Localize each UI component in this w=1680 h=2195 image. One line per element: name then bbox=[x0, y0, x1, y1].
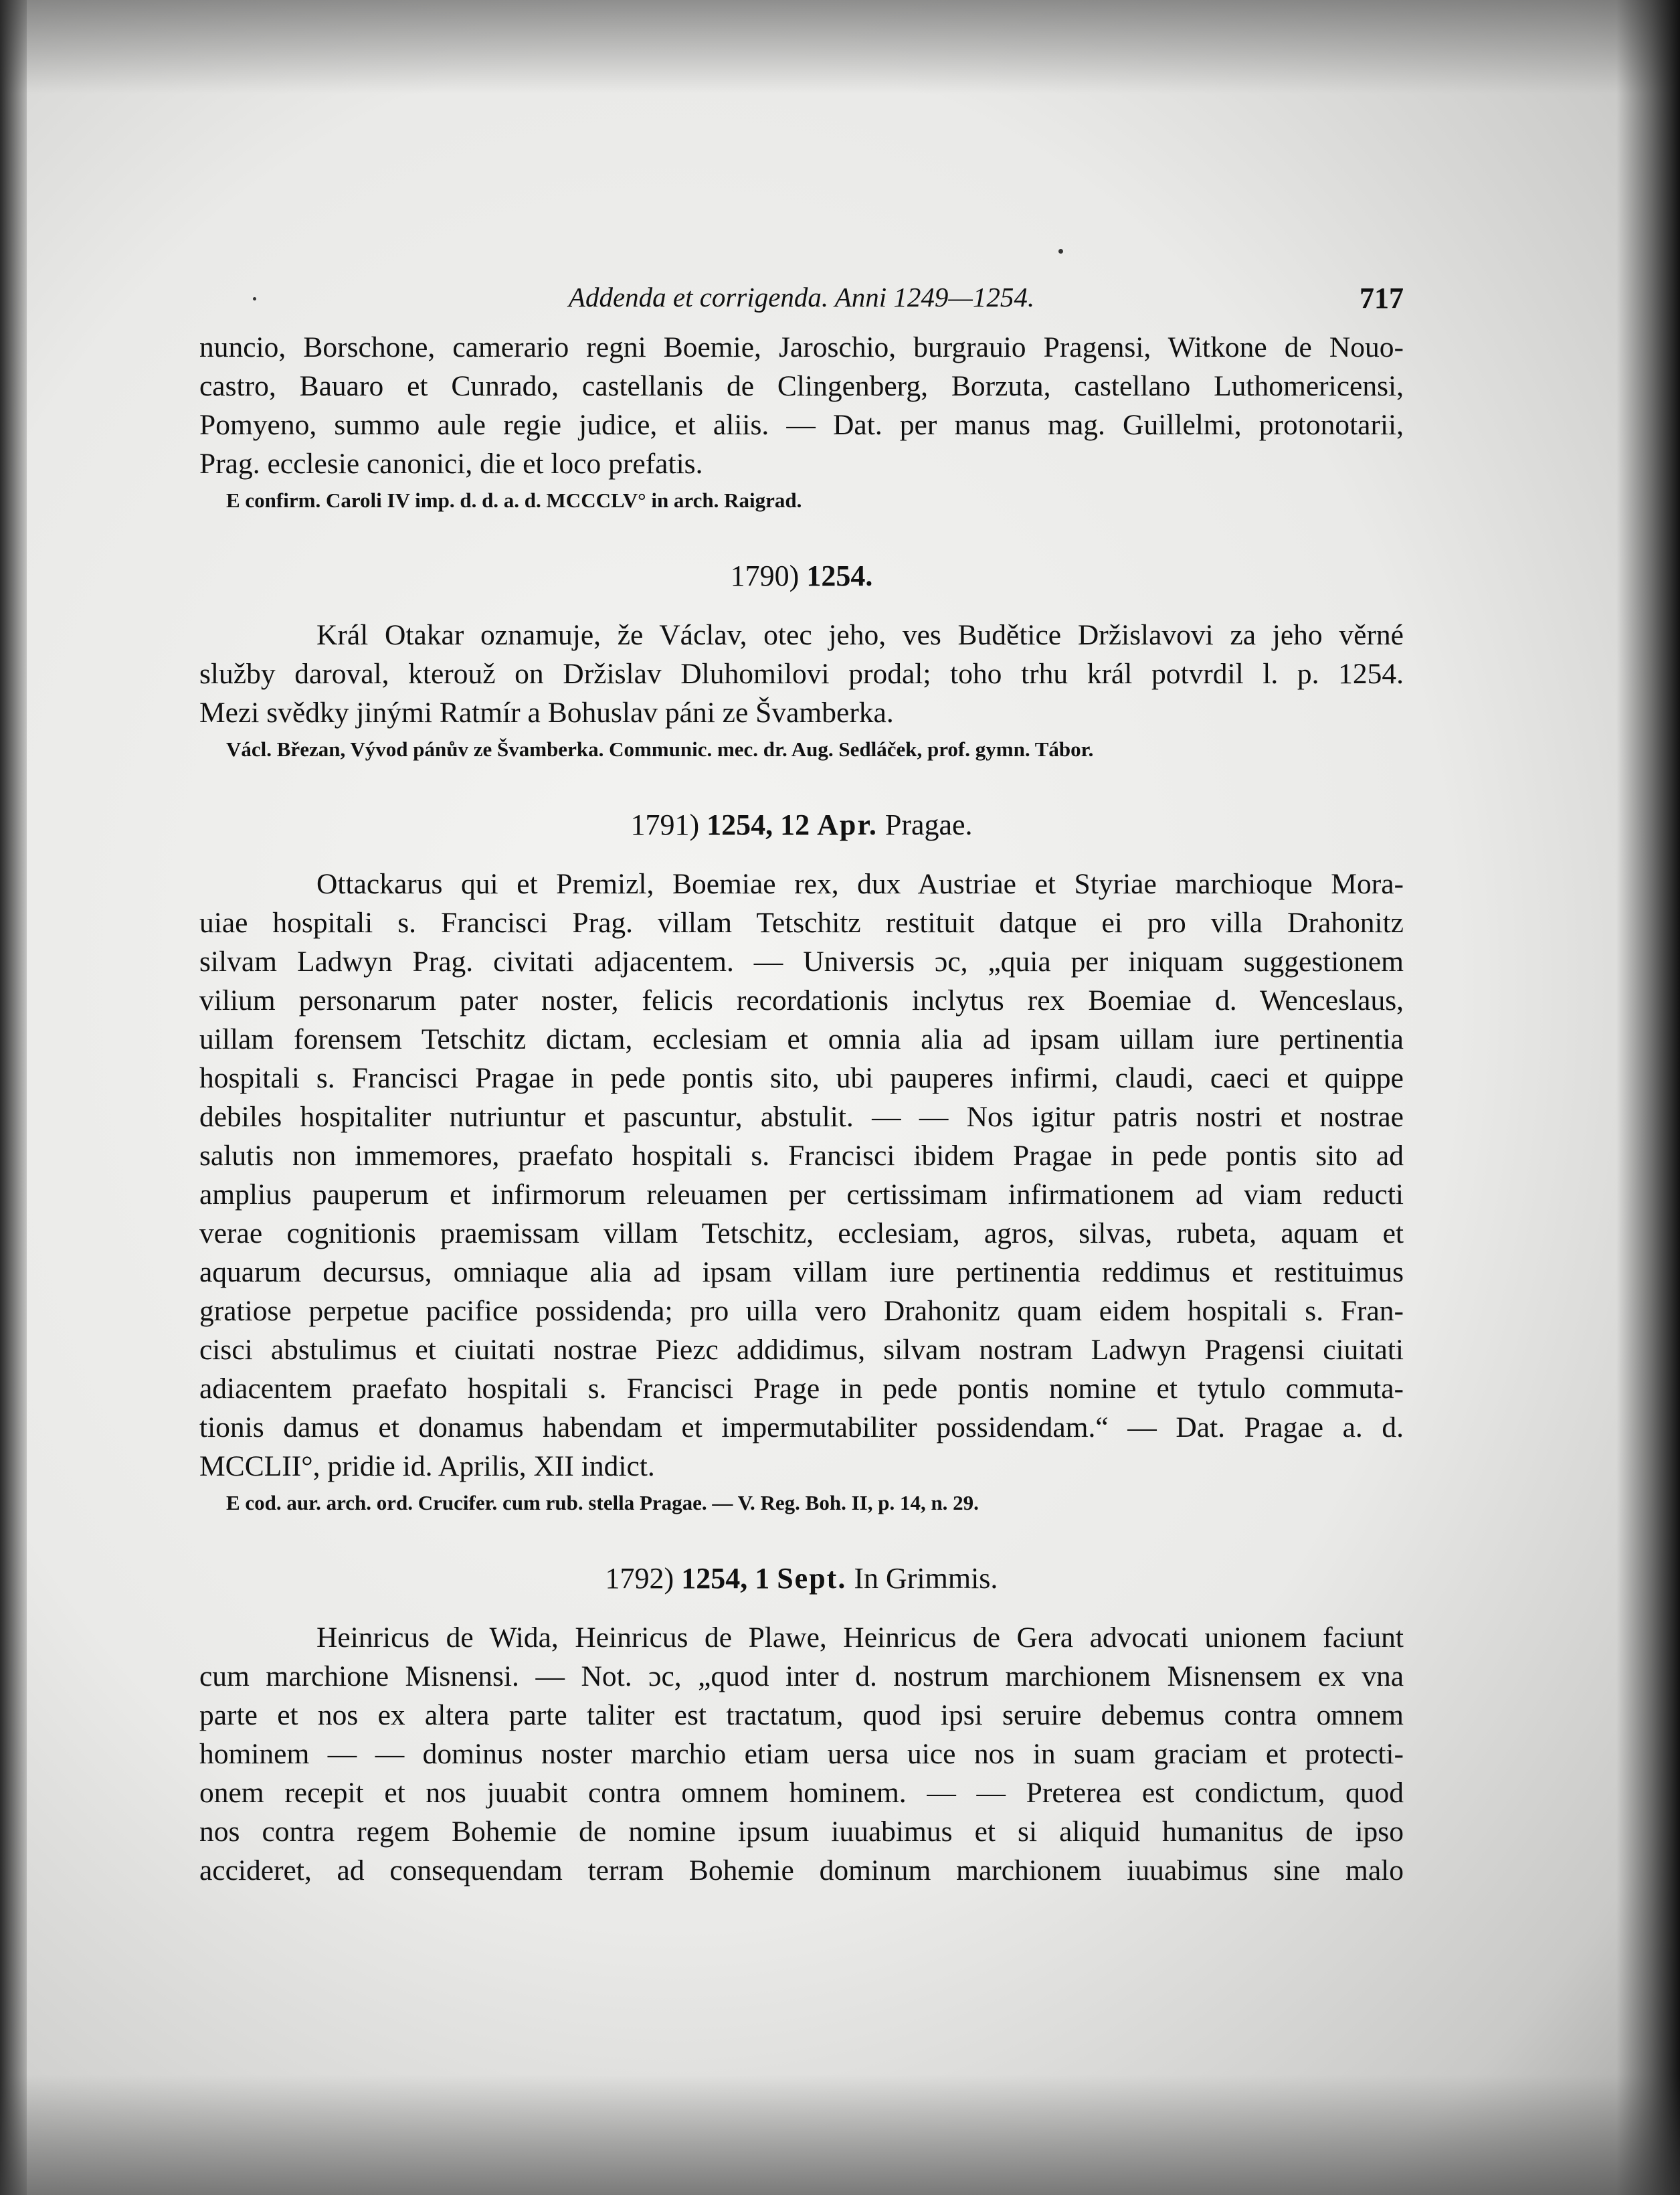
scan-shadow-bottom bbox=[0, 2075, 1680, 2195]
text-line: vilium personarum pater noster, felicis recordationis inclytus rex Boemiae d. Wenceslaus, bbox=[199, 984, 1404, 1017]
text-line: Prag. ecclesie canonici, die et loco prefatis. bbox=[199, 448, 703, 480]
text-line: adiacentem praefato hospitali s. Francisci Prage in pede pontis nomine et tytulo commuta- bbox=[199, 1373, 1404, 1405]
source-note: E cod. aur. arch. ord. Crucifer. cum rub. stella Pragae. — V. Reg. Boh. II, p. 14, n. 29. bbox=[226, 1491, 979, 1514]
entry-heading-1791 bbox=[199, 806, 1404, 845]
text-line: cisci abstulimus et ciuitati nostrae Piezc addidimus, silvam nostram Ladwyn Pragensi ciuitati bbox=[199, 1334, 1404, 1366]
text-line: hominem — — dominus noster marchio etiam uersa uice nos in suam graciam et protecti- bbox=[199, 1738, 1404, 1770]
text-line: nuncio, Borschone, camerario regni Boemie, Jaroschio, burgrauio Pragensi, Witkone de Nouo- bbox=[199, 331, 1404, 363]
scan-speck bbox=[1058, 249, 1063, 254]
entry-number: 1792) bbox=[605, 1562, 674, 1595]
scan-shadow-left bbox=[0, 0, 27, 2195]
continuation-paragraph bbox=[199, 328, 1404, 483]
scan-shadow-right bbox=[1616, 0, 1680, 2195]
text-line: Ottackarus qui et Premizl, Boemiae rex, dux Austriae et Styriae marchioque Mora- bbox=[316, 868, 1404, 900]
entry-month: Apr. bbox=[817, 808, 878, 841]
entry-number: 1791) bbox=[630, 808, 700, 841]
text-line: tionis damus et donamus habendam et impermutabiliter possidendam.“ — Dat. Pragae a. d. bbox=[199, 1411, 1404, 1443]
entry-place: Pragae. bbox=[884, 808, 973, 841]
text-line: aquarum decursus, omniaque alia ad ipsam villam iure pertinentia reddimus et restituimus bbox=[199, 1256, 1404, 1288]
entry-date: 1254. bbox=[806, 559, 873, 592]
text-line: uiae hospitali s. Francisci Prag. villam Tetschitz restituit datque ei pro villa Drahonitz bbox=[199, 907, 1404, 939]
running-head-title: Addenda et corrigenda. Anni 1249—1254. bbox=[568, 282, 1035, 313]
text-line: Král Otakar oznamuje, že Václav, otec jeho, ves Budětice Držislavovi za jeho věrné bbox=[316, 619, 1404, 651]
text-line: debiles hospitaliter nutriuntur et pascuntur, abstulit. — — Nos igitur patris nostri et nostrae bbox=[199, 1101, 1404, 1133]
text-line: accideret, ad consequendam terram Bohemie dominum marchionem iuuabimus sine malo bbox=[199, 1854, 1404, 1886]
source-note: Václ. Březan, Vývod pánův ze Švamberka. Communic. mec. dr. Aug. Sedláček, prof. gymn. Tábor. bbox=[226, 737, 1094, 761]
text-line: služby daroval, kterouž on Držislav Dluhomilovi prodal; toho trhu král potvrdil l. p. 1254. bbox=[199, 658, 1404, 690]
text-line: onem recepit et nos juuabit contra omnem hominem. — — Preterea est condictum, quod bbox=[199, 1777, 1404, 1809]
entry-body-1791 bbox=[199, 865, 1404, 1486]
entry-date: 1254, 12 bbox=[707, 808, 810, 841]
text-line: Pomyeno, summo aule regie judice, et aliis. — Dat. per manus mag. Guillelmi, protonotarii, bbox=[199, 409, 1404, 441]
text-line: cum marchione Misnensi. — Not. ɔc, „quod inter d. nostrum marchionem Misnensem ex vna bbox=[199, 1660, 1404, 1692]
text-line: Heinricus de Wida, Heinricus de Plawe, Heinricus de Gera advocati unionem faciunt bbox=[316, 1621, 1404, 1654]
entry-body-1792 bbox=[199, 1618, 1404, 1890]
entry-date: 1254, 1 bbox=[681, 1562, 770, 1595]
text-line: uillam forensem Tetschitz dictam, ecclesiam et omnia alia ad ipsam uillam iure pertinentia bbox=[199, 1023, 1404, 1055]
entry-place: In Grimmis. bbox=[854, 1562, 998, 1595]
text-line: castro, Bauaro et Cunrado, castellanis de Clingenberg, Borzuta, castellano Luthomericensi, bbox=[199, 370, 1404, 402]
text-line: silvam Ladwyn Prag. civitati adjacentem. — Universis ɔc, „quia per iniquam suggestionem bbox=[199, 946, 1404, 978]
entry-month: Sept. bbox=[777, 1562, 847, 1595]
text-line: amplius pauperum et infirmorum releuamen per certissimam infirmationem ad viam reducti bbox=[199, 1178, 1404, 1211]
entry-number: 1790) bbox=[730, 559, 800, 592]
page-number: 717 bbox=[1360, 282, 1404, 315]
text-line: salutis non immemores, praefato hospitali s. Francisci ibidem Pragae in pede pontis sito ad bbox=[199, 1140, 1404, 1172]
text-line: MCCLII°, pridie id. Aprilis, XII indict. bbox=[199, 1450, 655, 1482]
text-line: verae cognitionis praemissam villam Tetschitz, ecclesiam, agros, silvas, rubeta, aquam et bbox=[199, 1217, 1404, 1249]
text-line: nos contra regem Bohemie de nomine ipsum iuuabimus et si aliquid humanitus de ipso bbox=[199, 1816, 1404, 1848]
text-line: Mezi svědky jinými Ratmír a Bohuslav páni ze Švamberka. bbox=[199, 697, 894, 729]
entry-heading-1792 bbox=[199, 1559, 1404, 1598]
scan-shadow-top bbox=[0, 0, 1680, 94]
entry-heading-1790 bbox=[199, 557, 1404, 596]
text-line: parte et nos ex altera parte taliter est tractatum, quod ipsi seruire debemus contra omnem bbox=[199, 1699, 1404, 1731]
running-head bbox=[199, 281, 1404, 328]
text-line: hospitali s. Francisci Pragae in pede pontis sito, ubi pauperes infirmi, claudi, caeci et quippe bbox=[199, 1062, 1404, 1094]
page-content bbox=[199, 281, 1404, 1890]
source-note: E confirm. Caroli IV imp. d. d. a. d. MCCCLV° in arch. Raigrad. bbox=[226, 489, 802, 512]
entry-body-1790 bbox=[199, 616, 1404, 732]
text-line: gratiose perpetue pacifice possidenda; pro uilla vero Drahonitz quam eidem hospitali s. Fran- bbox=[199, 1295, 1404, 1327]
